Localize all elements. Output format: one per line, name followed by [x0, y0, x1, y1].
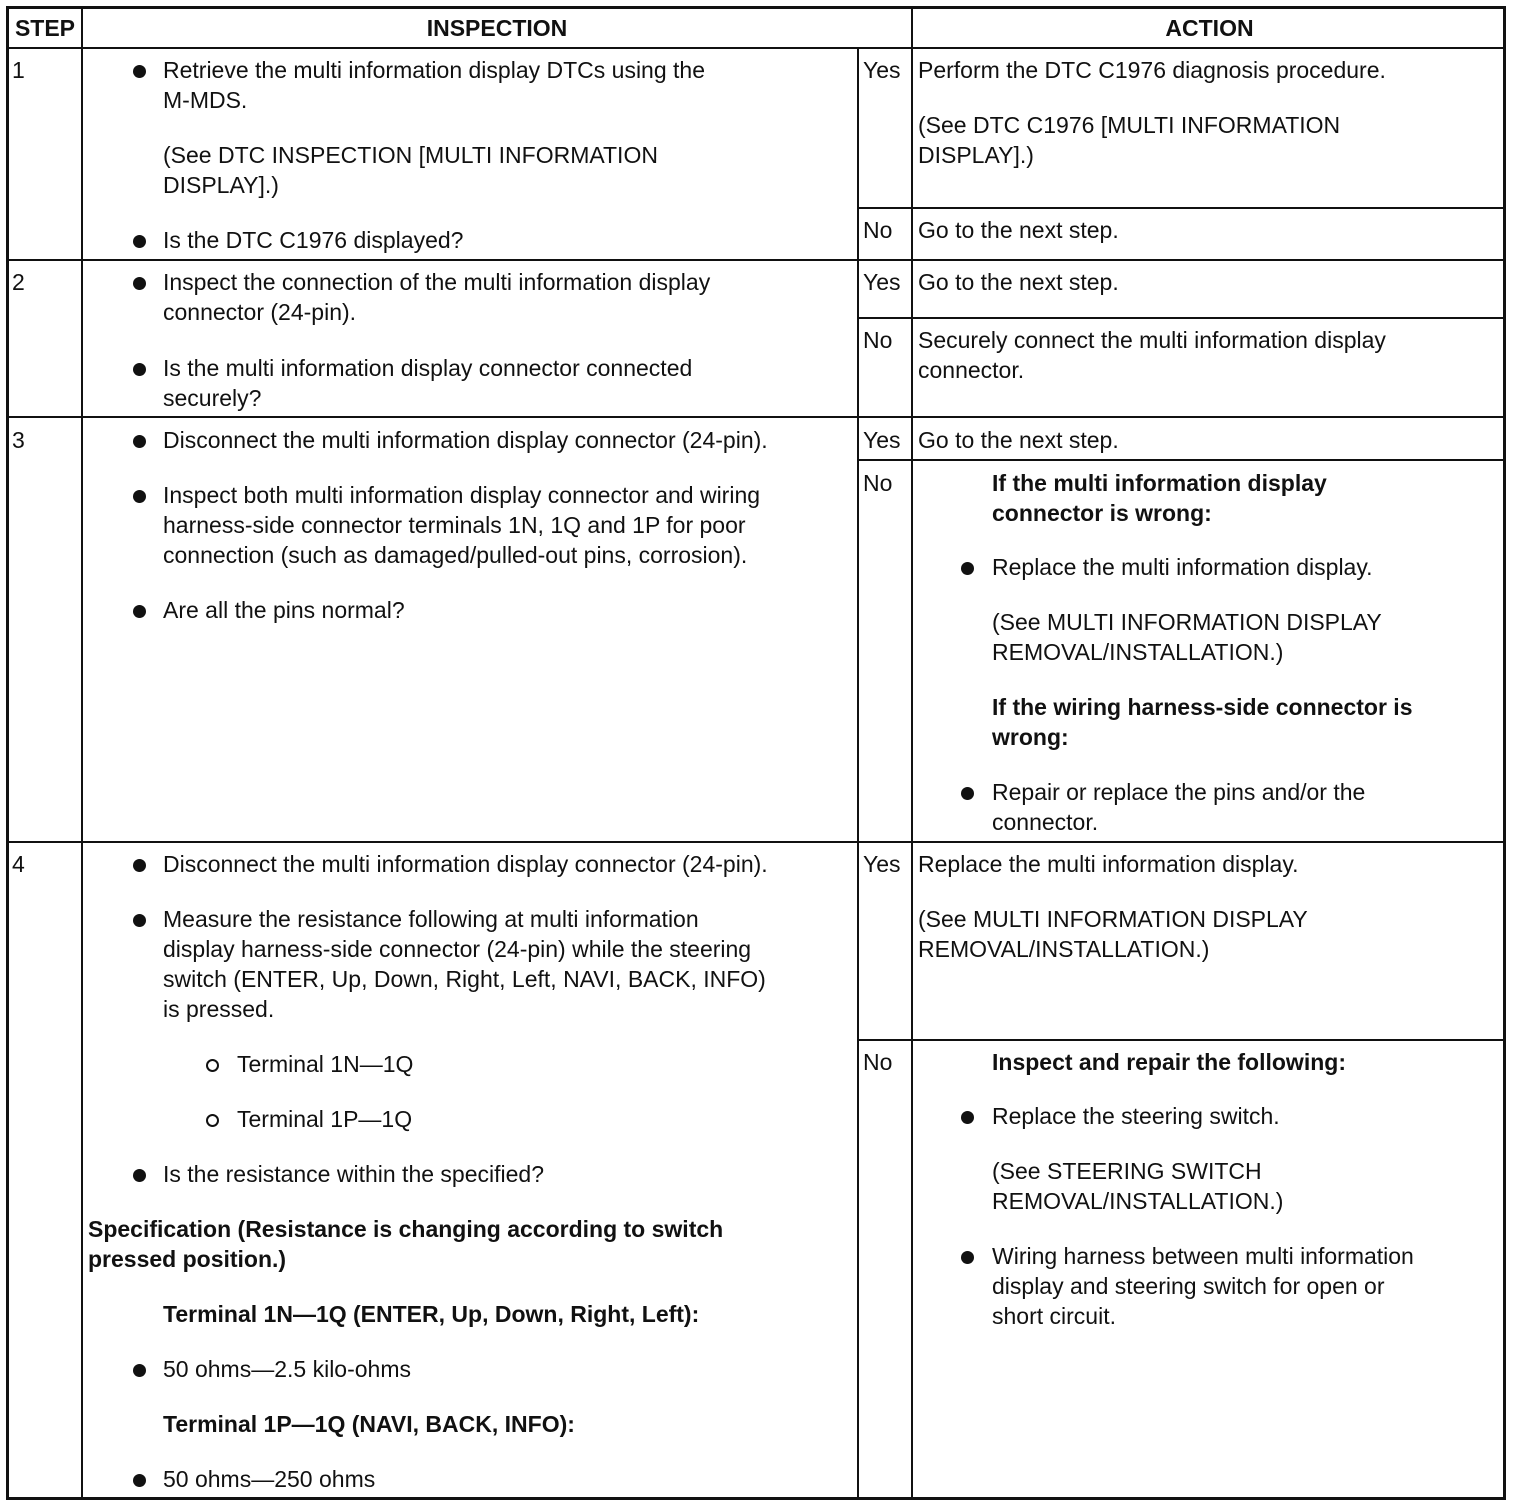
action-text: REMOVAL/INSTALLATION.) — [992, 1188, 1284, 1214]
bullet-icon — [961, 787, 974, 800]
step-column-divider — [81, 8, 83, 1498]
inspection-text: switch (ENTER, Up, Down, Right, Left, NAVI, BACK, INFO) — [163, 966, 766, 992]
step-number: 1 — [12, 57, 25, 83]
bullet-icon — [133, 277, 146, 290]
action-text: Replace the multi information display. — [992, 554, 1373, 580]
action-text: REMOVAL/INSTALLATION.) — [992, 639, 1284, 665]
no-label: No — [863, 217, 893, 243]
step-number: 4 — [12, 851, 25, 877]
specification-heading: pressed position.) — [88, 1246, 287, 1272]
step-number: 3 — [12, 427, 25, 453]
inspection-text: Measure the resistance following at multi information — [163, 906, 699, 932]
inspection-text: Inspect the connection of the multi information display — [163, 269, 711, 295]
bullet-icon — [133, 859, 146, 872]
inspection-text: Disconnect the multi information display connector (24-pin). — [163, 427, 768, 453]
action-text: Perform the DTC C1976 diagnosis procedure. — [918, 57, 1386, 83]
bullet-icon — [133, 65, 146, 78]
bullet-icon — [961, 1111, 974, 1124]
specification-subheading: Terminal 1N—1Q (ENTER, Up, Down, Right, Left): — [163, 1301, 700, 1327]
inspection-text: connector (24-pin). — [163, 299, 357, 325]
action-text: Replace the steering switch. — [992, 1103, 1280, 1129]
action-heading: If the multi information display — [992, 470, 1327, 496]
inspection-text: harness-side connector terminals 1N, 1Q and 1P for poor — [163, 512, 746, 538]
bullet-icon — [133, 1474, 146, 1487]
sub-bullet-icon — [206, 1114, 219, 1127]
inspection-text: M-MDS. — [163, 87, 248, 113]
action-text: REMOVAL/INSTALLATION.) — [918, 936, 1210, 962]
action-heading: wrong: — [992, 724, 1069, 750]
action-text: (See MULTI INFORMATION DISPLAY — [992, 609, 1382, 635]
action-text: Wiring harness between multi information — [992, 1243, 1414, 1269]
inspection-text: Terminal 1N—1Q — [237, 1051, 414, 1077]
action-text: (See DTC C1976 [MULTI INFORMATION — [918, 112, 1341, 138]
yes-label: Yes — [863, 427, 901, 453]
bullet-icon — [133, 1364, 146, 1377]
bullet-icon — [133, 490, 146, 503]
bullet-icon — [961, 1251, 974, 1264]
specification-value: 50 ohms—2.5 kilo-ohms — [163, 1356, 411, 1382]
step1-yesno-divider — [858, 207, 1506, 209]
inspection-text: Are all the pins normal? — [163, 597, 405, 623]
inspection-text: Inspect both multi information display connector and wiring — [163, 482, 761, 508]
inspection-text: DISPLAY].) — [163, 172, 279, 198]
no-label: No — [863, 1049, 893, 1075]
action-heading: If the wiring harness-side connector is — [992, 694, 1413, 720]
bullet-icon — [961, 562, 974, 575]
step-number: 2 — [12, 269, 25, 295]
action-text: short circuit. — [992, 1303, 1116, 1329]
row-divider-1 — [8, 259, 1506, 261]
inspection-text: Retrieve the multi information display DTCs using the — [163, 57, 706, 83]
action-text: Securely connect the multi information display — [918, 327, 1386, 353]
inspection-text: Is the resistance within the specified? — [163, 1161, 544, 1187]
bullet-icon — [133, 363, 146, 376]
inspection-text: Disconnect the multi information display connector (24-pin). — [163, 851, 768, 877]
row-divider-2 — [8, 416, 1506, 418]
inspection-text: display harness-side connector (24-pin) while the steering — [163, 936, 752, 962]
action-text: (See MULTI INFORMATION DISPLAY — [918, 906, 1308, 932]
specification-value: 50 ohms—250 ohms — [163, 1466, 376, 1492]
step4-yesno-divider — [858, 1039, 1506, 1041]
action-heading: Inspect and repair the following: — [992, 1049, 1346, 1075]
bullet-icon — [133, 1169, 146, 1182]
action-text: connector. — [992, 809, 1099, 835]
yes-label: Yes — [863, 851, 901, 877]
action-text: connector. — [918, 357, 1025, 383]
inspection-text: Terminal 1P—1Q — [237, 1106, 413, 1132]
yesno-column-divider — [857, 48, 859, 1498]
header-divider — [8, 47, 1506, 49]
specification-subheading: Terminal 1P—1Q (NAVI, BACK, INFO): — [163, 1411, 575, 1437]
sub-bullet-icon — [206, 1059, 219, 1072]
inspection-text: Is the DTC C1976 displayed? — [163, 227, 464, 253]
action-text: display and steering switch for open or — [992, 1273, 1385, 1299]
header-action: ACTION — [1165, 15, 1254, 41]
yes-label: Yes — [863, 57, 901, 83]
action-text: Go to the next step. — [918, 269, 1119, 295]
action-text: Go to the next step. — [918, 427, 1119, 453]
bullet-icon — [133, 914, 146, 927]
bullet-icon — [133, 235, 146, 248]
action-text: DISPLAY].) — [918, 142, 1034, 168]
action-column-divider — [911, 8, 913, 1498]
step3-yesno-divider — [858, 459, 1506, 461]
yes-label: Yes — [863, 269, 901, 295]
specification-heading: Specification (Resistance is changing according to switch — [88, 1216, 724, 1242]
row-divider-3 — [8, 841, 1506, 843]
action-text: Replace the multi information display. — [918, 851, 1299, 877]
action-text: Go to the next step. — [918, 217, 1119, 243]
action-text: Repair or replace the pins and/or the — [992, 779, 1366, 805]
inspection-text: securely? — [163, 385, 262, 411]
step2-yesno-divider — [858, 317, 1506, 319]
header-inspection: INSPECTION — [426, 15, 568, 41]
inspection-text: connection (such as damaged/pulled-out pins, corrosion). — [163, 542, 748, 568]
no-label: No — [863, 327, 893, 353]
no-label: No — [863, 470, 893, 496]
header-step: STEP — [14, 15, 76, 41]
bullet-icon — [133, 435, 146, 448]
inspection-text: Is the multi information display connector connected — [163, 355, 693, 381]
inspection-text: (See DTC INSPECTION [MULTI INFORMATION — [163, 142, 658, 168]
inspection-text: is pressed. — [163, 996, 275, 1022]
bullet-icon — [133, 605, 146, 618]
action-text: (See STEERING SWITCH — [992, 1158, 1262, 1184]
action-heading: connector is wrong: — [992, 500, 1212, 526]
